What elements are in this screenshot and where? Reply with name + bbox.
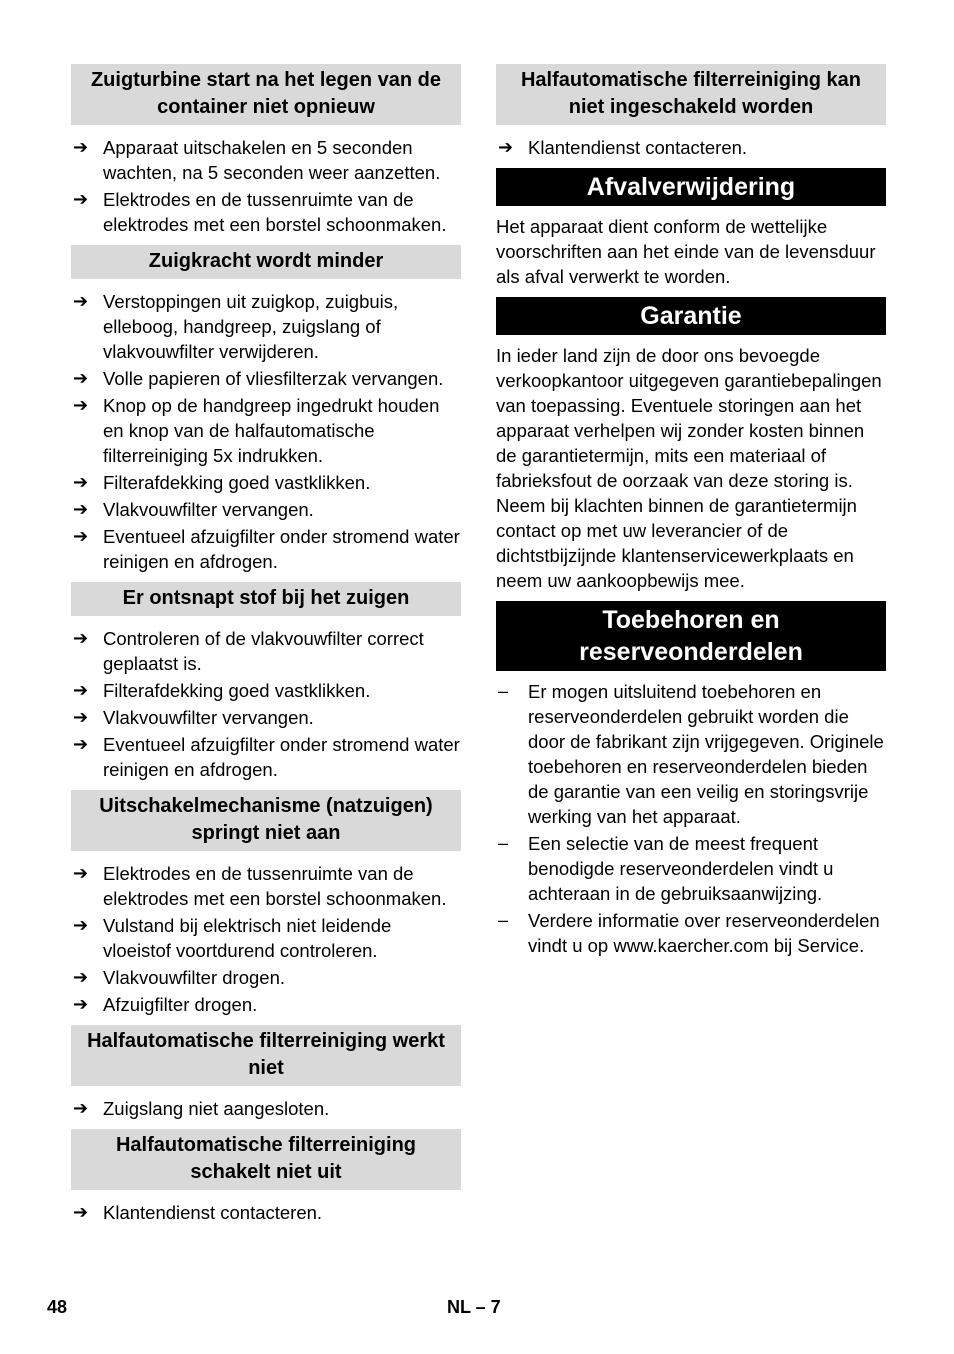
list-item: – Verdere informatie over reserveonderdelen vindt u op www.kaercher.com bij Service. — [498, 910, 880, 956]
arrow-right-icon: ➔ — [73, 967, 89, 987]
arrow-right-icon: ➔ — [73, 499, 89, 519]
list-item: – Er mogen uitsluitend toebehoren en reserveonderdelen gebruikt worden die door de fabrikant zijn vrijgegeven. Originele toebehoren en reserveonderdelen bieden de garantie van een veilig en storingsvrije werking van het apparaat. — [498, 681, 884, 827]
arrow-right-icon: ➔ — [73, 1098, 89, 1118]
right-column — [496, 64, 886, 966]
chapter-heading: Afvalverwijdering — [496, 168, 886, 206]
section-zuigkracht — [71, 245, 461, 574]
list-item: ➔ Apparaat uitschakelen en 5 seconden wachten, na 5 seconden weer aanzetten. — [73, 137, 441, 183]
section-afvalverwijdering — [496, 168, 886, 289]
list-item: ➔ Vulstand bij elektrisch niet leidende vloeistof voortdurend controleren. — [73, 915, 392, 961]
list-item: ➔ Klantendienst contacteren. — [498, 137, 748, 158]
section-turbine — [71, 64, 461, 237]
list-item: ➔ Afzuigfilter drogen. — [73, 994, 258, 1015]
arrow-right-icon: ➔ — [73, 707, 89, 727]
left-column — [71, 64, 461, 1233]
list-item: ➔ Vlakvouwfilter vervangen. — [73, 707, 314, 728]
arrow-right-icon: ➔ — [73, 395, 89, 415]
section-heading: Halfautomatische filterreiniging werkt niet — [71, 1025, 461, 1086]
arrow-right-icon: ➔ — [73, 291, 89, 311]
section-toebehoren — [496, 601, 886, 958]
list-item: – Een selectie van de meest frequent benodigde reserveonderdelen vindt u achteraan in de gebruiksaanwijzing. — [498, 833, 834, 904]
section-kan-niet-ingeschakeld — [496, 64, 886, 160]
arrow-right-icon: ➔ — [73, 994, 89, 1014]
list-item: ➔ Filterafdekking goed vastklikken. — [73, 680, 371, 701]
dash-icon: – — [498, 681, 509, 701]
list-item: ➔ Eventueel afzuigfilter onder stromend water reinigen en afdrogen. — [73, 734, 460, 780]
arrow-right-icon: ➔ — [73, 368, 89, 388]
list-item: ➔ Filterafdekking goed vastklikken. — [73, 472, 371, 493]
list-item: ➔ Klantendienst contacteren. — [73, 1202, 323, 1223]
paragraph: Het apparaat dient conform de wettelijke voorschriften aan het einde van de levensduur als afval verwerkt te worden. — [496, 216, 876, 287]
list-item: ➔ Vlakvouwfilter drogen. — [73, 967, 286, 988]
list-item: ➔ Knop op de handgreep ingedrukt houden en knop van de halfautomatische filterreiniging 5x indrukken. — [73, 395, 440, 466]
dash-icon: – — [498, 910, 509, 930]
arrow-right-icon: ➔ — [73, 863, 89, 883]
list-item: ➔ Volle papieren of vliesfilterzak vervangen. — [73, 368, 444, 389]
arrow-right-icon: ➔ — [73, 472, 89, 492]
section-schakelt-niet-uit — [71, 1129, 461, 1225]
arrow-right-icon: ➔ — [73, 680, 89, 700]
section-stof — [71, 582, 461, 782]
section-werkt-niet — [71, 1025, 461, 1121]
section-heading: Zuigkracht wordt minder — [71, 245, 461, 279]
section-heading: Halfautomatische filterreiniging schakelt niet uit — [71, 1129, 461, 1190]
section-heading: Halfautomatische filterreiniging kan niet ingeschakeld worden — [496, 64, 886, 125]
section-garantie — [496, 297, 886, 593]
arrow-right-icon: ➔ — [73, 628, 89, 648]
page-number: 48 — [47, 1297, 68, 1317]
list-item: ➔ Controleren of de vlakvouwfilter correct geplaatst is. — [73, 628, 424, 674]
section-heading: Zuigturbine start na het legen van de container niet opnieuw — [71, 64, 461, 125]
arrow-right-icon: ➔ — [498, 137, 514, 157]
chapter-heading: Garantie — [496, 297, 886, 335]
paragraph: In ieder land zijn de door ons bevoegde verkoopkantoor uitgegeven garantiebepalingen van toepassing. Eventuele storingen aan het apparaat verhelpen wij zonder kosten binnen de garantietermijn, mits een materiaal of fabrieksfout de oorzaak van deze storing is. Neem bij klachten binnen de garantietermijn contact op met uw leverancier of de dichtstbijzijnde klantenservicewerkplaats en neem uw aankoopbewijs mee. — [496, 345, 882, 591]
arrow-right-icon: ➔ — [73, 189, 89, 209]
arrow-right-icon: ➔ — [73, 734, 89, 754]
arrow-right-icon: ➔ — [73, 1202, 89, 1222]
arrow-right-icon: ➔ — [73, 526, 89, 546]
chapter-heading: Toebehoren en reserveonderdelen — [496, 601, 886, 671]
list-item: ➔ Vlakvouwfilter vervangen. — [73, 499, 314, 520]
dash-icon: – — [498, 833, 509, 853]
list-item: ➔ Verstoppingen uit zuigkop, zuigbuis, elleboog, handgreep, zuigslang of vlakvouwfilter verwijderen. — [73, 291, 399, 362]
section-heading: Er ontsnapt stof bij het zuigen — [71, 582, 461, 616]
arrow-right-icon: ➔ — [73, 915, 89, 935]
arrow-right-icon: ➔ — [73, 137, 89, 157]
language-page-label: NL – 7 — [447, 1297, 501, 1317]
section-uitschakel — [71, 790, 461, 1017]
list-item: ➔ Zuigslang niet aangesloten. — [73, 1098, 330, 1119]
list-item: ➔ Eventueel afzuigfilter onder stromend water reinigen en afdrogen. — [73, 526, 460, 572]
section-heading: Uitschakelmechanisme (natzuigen) springt niet aan — [71, 790, 461, 851]
list-item: ➔ Elektrodes en de tussenruimte van de elektrodes met een borstel schoonmaken. — [73, 863, 447, 909]
list-item: ➔ Elektrodes en de tussenruimte van de elektrodes met een borstel schoonmaken. — [73, 189, 447, 235]
